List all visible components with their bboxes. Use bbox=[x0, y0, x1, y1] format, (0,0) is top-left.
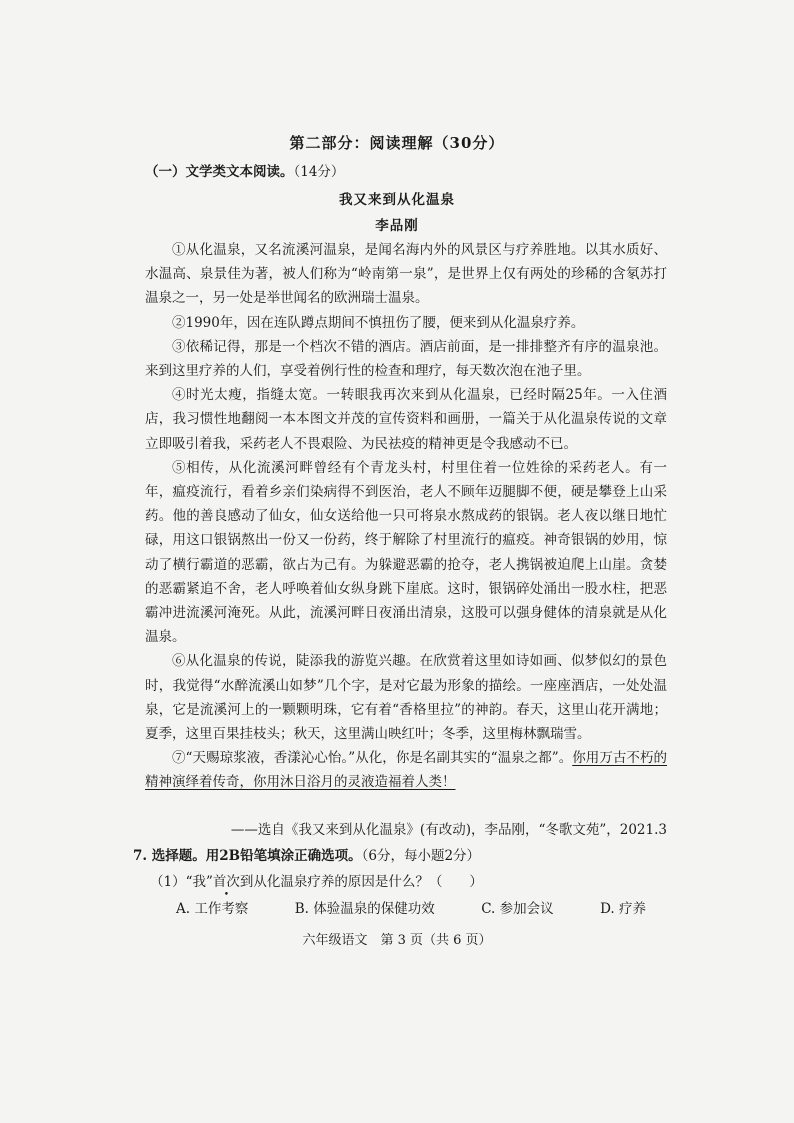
option-c[interactable]: C. 参加会议 bbox=[481, 901, 554, 917]
paragraph-6: ⑥从化温泉的传说，陡添我的游览兴趣。在欣赏着这里如诗如画、似梦似幻的景色时，我觉得“水醉流溪山如梦”几个字，是对它最为形象的描绘。一座座酒店，一处处温泉，它是流溪河上的一颗颗明珠，它有着“香格里拉”的神韵。春天，这里山花开满地；夏季，这里百果挂枝头；秋天，这里满山映红叶；冬季，这里梅林飘瑞雪。 bbox=[145, 653, 667, 743]
question-heading bbox=[133, 844, 480, 864]
question-title: 7. 选择题。用2B铅笔填涂正确选项。 bbox=[133, 848, 362, 864]
question-1-emphasis: 首次 bbox=[212, 874, 240, 890]
question-1-suffix: 到从化温泉疗养的原因是什么？（ ） bbox=[239, 874, 483, 890]
paragraph-2: ②1990年，因在连队蹲点期间不慎扭伤了腰，便来到从化温泉疗养。 bbox=[172, 314, 585, 331]
article-author: 李品刚 bbox=[375, 218, 419, 234]
section-title: 第二部分：阅读理解（30分） bbox=[289, 134, 505, 152]
paragraph-1: ①从化温泉，又名流溪河温泉，是闻名海内外的风景区与疗养胜地。以其水质好、水温高、泉景佳为著，被人们称为“岭南第一泉”，是世界上仅有两处的珍稀的含氡苏打温泉之一，另一处是举世闻名的欧洲瑞士温泉。 bbox=[145, 242, 667, 307]
paragraph-7 bbox=[145, 746, 667, 794]
option-d[interactable]: D. 疗养 bbox=[600, 901, 646, 917]
subsection-points: （14分） bbox=[293, 164, 345, 180]
option-b[interactable]: B. 体验温泉的保健功效 bbox=[294, 901, 435, 917]
page-footer: 六年级语文 第 3 页（共 6 页） bbox=[302, 933, 492, 948]
subsection-label: （一）文学类文本阅读。 bbox=[145, 164, 294, 180]
question-1 bbox=[150, 870, 483, 890]
question-points: （6分，每小题2分） bbox=[361, 848, 481, 864]
question-1-prefix: （1）“我” bbox=[150, 874, 213, 890]
subsection-title bbox=[145, 160, 344, 180]
article-title: 我又来到从化温泉 bbox=[339, 192, 455, 208]
paragraph-7-text: ⑦“天赐琼浆液，香漾沁心怡。”从化，你是名副其实的“温泉之都”。 bbox=[172, 750, 573, 767]
option-a[interactable]: A. 工作考察 bbox=[176, 901, 249, 917]
paragraph-3: ③依稀记得，那是一个档次不错的酒店。酒店前面，是一排排整齐有序的温泉池。来到这里疗养的人们，享受着例行性的检查和理疗，每天数次泡在池子里。 bbox=[145, 338, 667, 380]
article-source: ——选自《我又来到从化温泉》(有改动)，李品刚，“冬歌文苑”，2021.3 bbox=[230, 822, 667, 838]
article-body bbox=[145, 238, 667, 795]
paragraph-7-underlined: 你用万古不朽的精神演绎着传奇，你用沐日浴月的灵液造福着人类！ bbox=[145, 750, 668, 791]
question-1-options bbox=[176, 897, 646, 917]
paragraph-4: ④时光太瘦，指缝太宽。一转眼我再次来到从化温泉，已经时隔25年。一入住酒店，我习惯性地翻阅一本本图文并茂的宣传资料和画册，一篇关于从化温泉传说的文章立即吸引着我，采药老人不畏艰险、为民祛疫的精神更是令我感动不已。 bbox=[145, 387, 667, 452]
paragraph-5: ⑤相传，从化流溪河畔曾经有个青龙头村，村里住着一位姓徐的采药老人。有一年，瘟疫流行，看着乡亲们染病得不到医治，老人不顾年迈腿脚不便，硬是攀登上山采药。他的善良感动了仙女，仙女送给他一只可将泉水熬成药的银锅。老人夜以继日地忙碌，用这口银锅熬出一份又一份药，终于解除了村里流行的瘟疫。神奇银锅的妙用，惊动了横行霸道的恶霸，欲占为己有。为躲避恶霸的抢夺，老人携锅被迫爬上山崖。贪婪的恶霸紧追不舍，老人呼唤着仙女纵身跳下崖底。这时，银锅碎处涌出一股水柱，把恶霸冲进流溪河淹死。从此，流溪河畔日夜涌出清泉，这股可以强身健体的清泉就是从化温泉。 bbox=[145, 459, 667, 646]
